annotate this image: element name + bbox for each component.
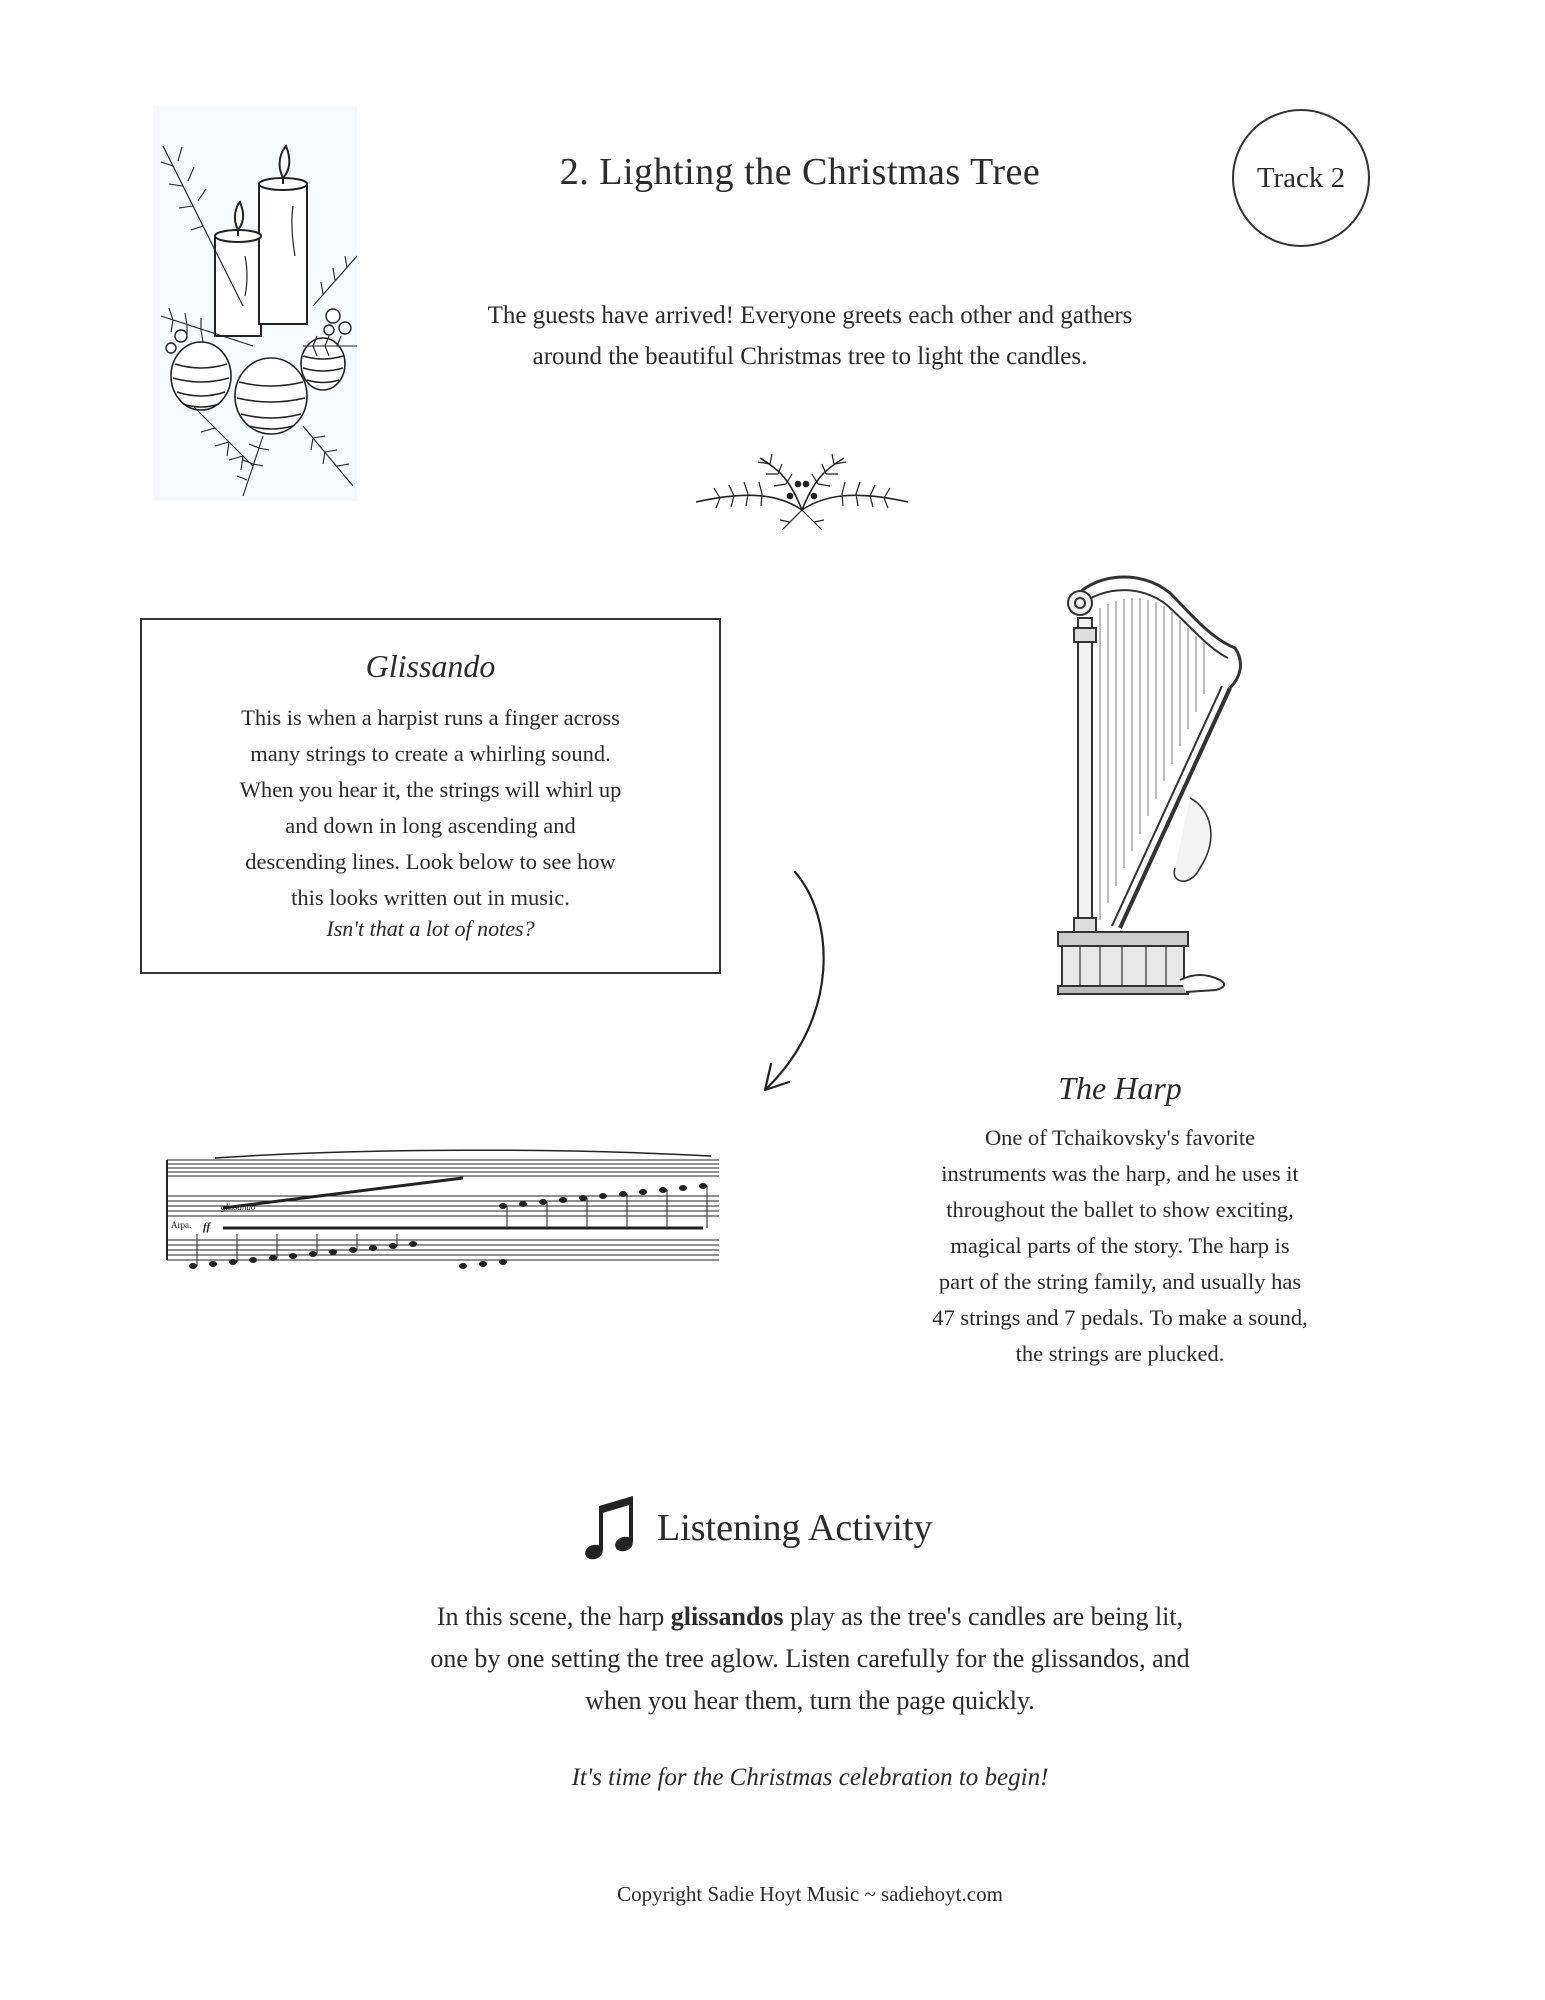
harp-line: magical parts of the story. The harp is <box>950 1233 1290 1258</box>
harp-line: instruments was the harp, and he uses it <box>941 1161 1299 1186</box>
glissando-line: This is when a harpist runs a finger across <box>241 705 620 730</box>
listening-activity-body <box>330 1596 1290 1722</box>
harp-title: The Harp <box>1058 1070 1182 1106</box>
harp-line: throughout the ballet to show exciting, <box>946 1197 1294 1222</box>
score-instrument-label: Arpa. <box>171 1220 192 1230</box>
music-note-icon <box>585 1492 637 1564</box>
glissando-line: and down in long ascending and <box>285 813 576 838</box>
candle-pine-illustration <box>153 106 357 501</box>
page-title: 2. Lighting the Christmas Tree <box>559 151 1041 193</box>
track-label: Track 2 <box>1256 161 1346 194</box>
glissandos-bold: glissandos <box>670 1602 784 1631</box>
pine-sprig-ornament <box>690 440 914 530</box>
listening-line: when you hear them, turn the page quickly. <box>585 1686 1035 1715</box>
glissando-line: descending lines. Look below to see how <box>245 849 616 874</box>
glissando-body <box>192 700 669 916</box>
glissando-line: this looks written out in music. <box>291 885 570 910</box>
glissando-title: Glissando <box>365 648 496 684</box>
footer-copyright: Copyright Sadie Hoyt Music ~ sadiehoyt.com <box>617 1882 1003 1906</box>
glissando-line: many strings to create a whirling sound. <box>250 741 611 766</box>
harp-line: One of Tchaikovsky's favorite <box>984 1125 1256 1150</box>
harp-line: 47 strings and 7 pedals. To make a sound, <box>932 1305 1308 1330</box>
glissando-score-excerpt <box>163 1148 723 1280</box>
harp-line: part of the string family, and usually has <box>938 1269 1302 1294</box>
listening-activity-title: Listening Activity <box>657 1507 933 1549</box>
score-gliss-marking: glissando <box>221 1202 256 1212</box>
intro-line: around the beautiful Christmas tree to light the candles. <box>532 343 1088 370</box>
harp-line: the strings are plucked. <box>1015 1341 1225 1366</box>
curved-arrow-icon <box>755 868 835 1108</box>
listening-text: In this scene, the harp <box>436 1602 671 1631</box>
harp-illustration <box>1050 568 1245 998</box>
track-badge <box>1232 109 1370 247</box>
listening-line <box>330 1596 1290 1638</box>
intro-line: The guests have arrived! Everyone greets each other and gathers <box>487 302 1133 329</box>
listening-activity-heading <box>585 1488 932 1568</box>
score-dynamic: ff <box>203 1221 211 1233</box>
closing-line: It's time for the Christmas celebration to begin! <box>571 1764 1049 1791</box>
harp-body <box>905 1120 1335 1372</box>
glissando-info-box <box>140 618 721 974</box>
listening-line: one by one setting the tree aglow. Listen carefully for the glissandos, and <box>430 1644 1190 1673</box>
intro-paragraph <box>380 295 1240 377</box>
listening-text: play as the tree's candles are being lit, <box>783 1602 1184 1631</box>
glissando-line: When you hear it, the strings will whirl up <box>239 777 622 802</box>
glissando-question: Isn't that a lot of notes? <box>326 916 535 941</box>
